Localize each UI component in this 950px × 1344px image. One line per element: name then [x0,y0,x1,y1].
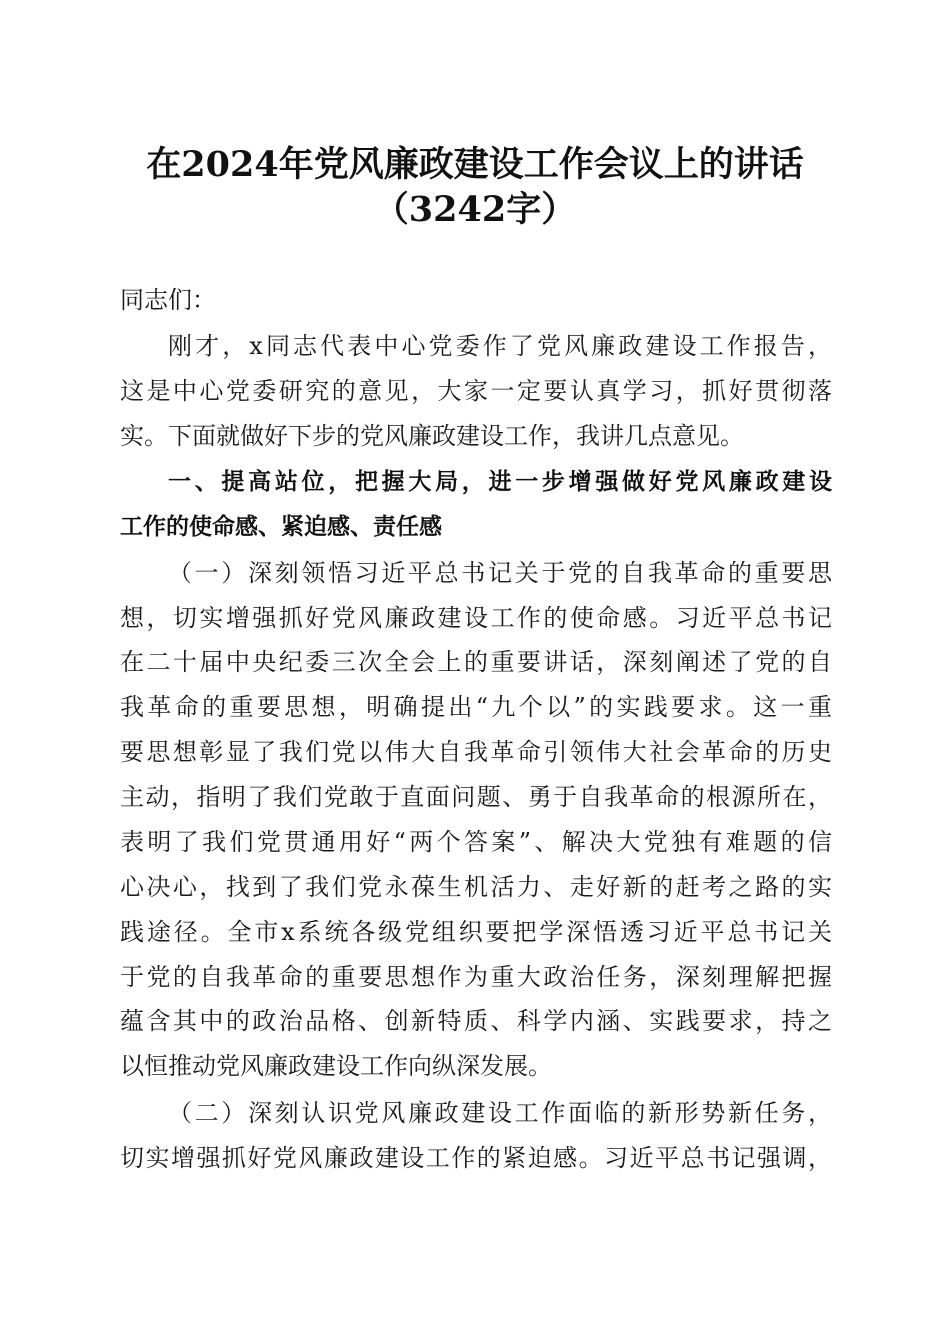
text-line: 践途径。全市x系统各级党组织要把学深悟透习近平总书记关 [120,918,832,946]
text-line: 以恒推动党风廉政建设工作向纵深发展。 [120,1052,552,1080]
text-line: 心决心，找到了我们党永葆生机活力、走好新的赶考之路的实 [120,873,832,901]
text-line: 要思想彰显了我们党以伟大自我革命引领伟大社会革命的历史 [120,738,832,766]
text-line: 想，切实增强抓好党风廉政建设工作的使命感。习近平总书记 [120,604,832,632]
section-heading: 一、提高站位，把握大局，进一步增强做好党风廉政建设 [168,469,832,495]
text-line: （二）深刻认识党风廉政建设工作面临的新形势新任务， [168,1099,832,1127]
document-title: 在2024年党风廉政建设工作会议上的讲话 [146,144,804,185]
text-line: （一）深刻领悟习近平总书记关于党的自我革命的重要思 [168,559,832,587]
text-line: 切实增强抓好党风廉政建设工作的紧迫感。习近平总书记强调， [120,1144,832,1172]
section-heading: 工作的使命感、紧迫感、责任感 [120,514,442,540]
text-line: 我革命的重要思想，明确提出“九个以”的实践要求。这一重 [120,693,832,721]
text-line: 刚才，x同志代表中心党委作了党风廉政建设工作报告， [168,332,832,360]
text-line: 于党的自我革命的重要思想作为重大政治任务，深刻理解把握 [120,963,832,991]
text-line: 这是中心党委研究的意见，大家一定要认真学习，抓好贯彻落 [120,377,832,405]
text-line: 蕴含其中的政治品格、创新特质、科学内涵、实践要求，持之 [120,1007,832,1035]
text-line: 在二十届中央纪委三次全会上的重要讲话，深刻阐述了党的自 [120,648,832,676]
text-line: 主动，指明了我们党敢于直面问题、勇于自我革命的根源所在， [120,783,832,811]
document-word-count: （3242字） [373,189,577,230]
text-line: 实。下面就做好下步的党风廉政建设工作，我讲几点意见。 [120,422,744,450]
salutation: 同志们： [120,286,216,314]
text-line: 表明了我们党贯通用好“两个答案”、解决大党独有难题的信 [120,828,832,856]
